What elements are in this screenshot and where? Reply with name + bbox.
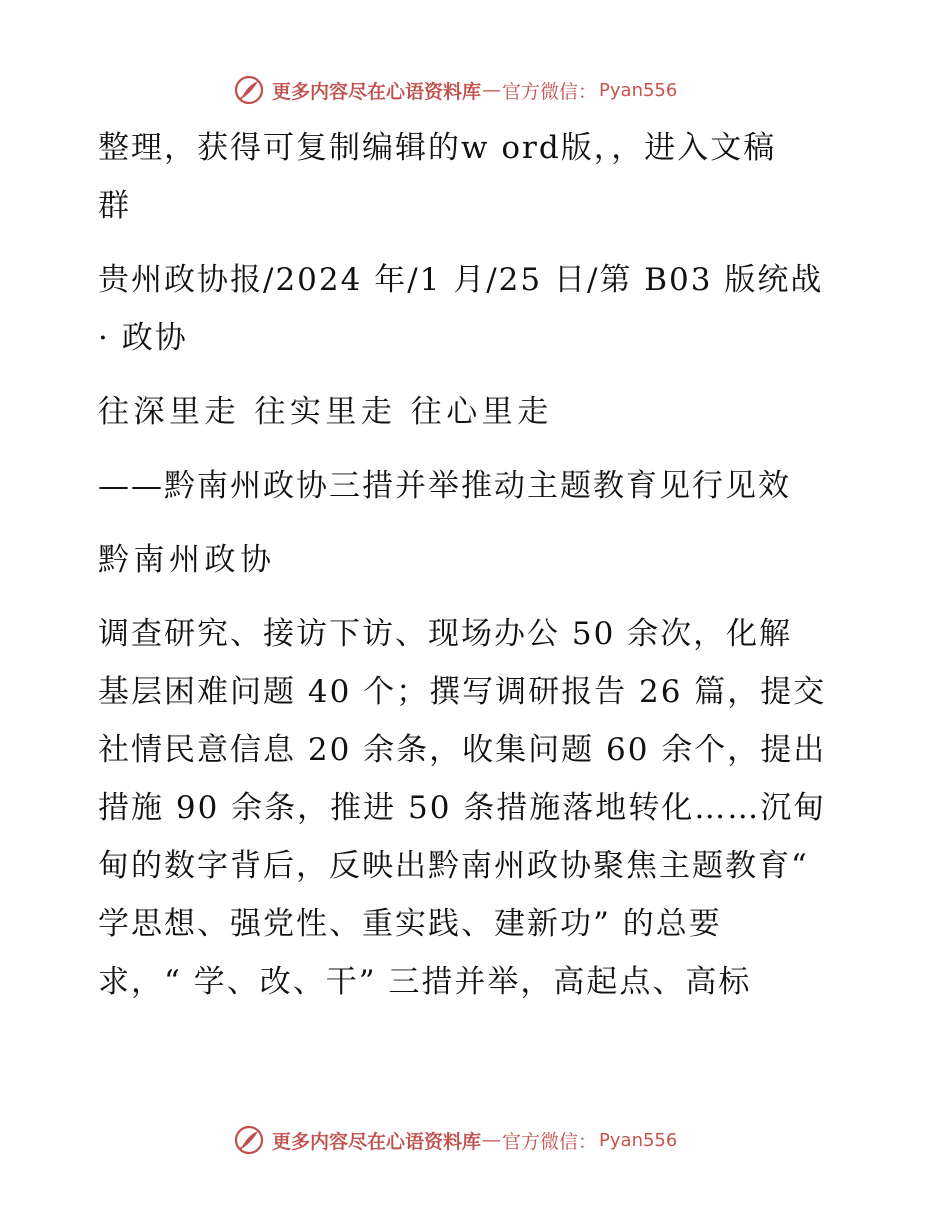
watermark-brand: 更多内容尽在心语资料库 (272, 80, 482, 103)
footer-watermark (234, 1122, 714, 1158)
body-line: 求，“ 学、改、干” 三措并举，高起点、高标 (98, 964, 752, 1000)
body-line: 甸的数字背后，反映出黔南州政协聚焦主题教育“ (98, 848, 809, 884)
watermark-label: 官方微信： (502, 1130, 598, 1153)
body-line: 社情民意信息 20 余条，收集问题 60 余个，提出 (98, 732, 827, 768)
body-line: 学思想、强党性、重实践、建新功” 的总要 (98, 906, 722, 942)
quill-pen-logo-icon (234, 75, 264, 105)
intro-line-2: 群 (98, 188, 131, 224)
watermark-dash: — (482, 79, 502, 101)
intro-line-1: 整理，获得可复制编辑的w ord版，，进入文稿 (98, 130, 777, 166)
watermark-account: Pyan556 (599, 1129, 678, 1151)
body-line: 措施 90 余条，推进 50 条措施落地转化……沉甸 (98, 790, 827, 826)
article-headline: 往深里走 往实里走 往心里走 (98, 394, 553, 430)
watermark-account: Pyan556 (599, 79, 678, 101)
article-subheadline: ——黔南州政协三措并举推动主题教育见行见效 (98, 468, 791, 504)
header-watermark (234, 72, 714, 108)
watermark-label: 官方微信： (502, 80, 598, 103)
watermark-dash: — (482, 1129, 502, 1151)
article-byline: 黔南州政协 (98, 542, 276, 578)
body-line: 调查研究、接访下访、现场办公 50 余次，化解 (98, 616, 793, 652)
body-line: 基层困难问题 40 个；撰写调研报告 26 篇，提交 (98, 674, 827, 710)
watermark-brand: 更多内容尽在心语资料库 (272, 1130, 482, 1153)
quill-pen-logo-icon (234, 1125, 264, 1155)
source-line-2: · 政协 (98, 320, 188, 356)
source-line-1: 贵州政协报/2024 年/1 月/25 日/第 B03 版统战 (98, 262, 824, 298)
